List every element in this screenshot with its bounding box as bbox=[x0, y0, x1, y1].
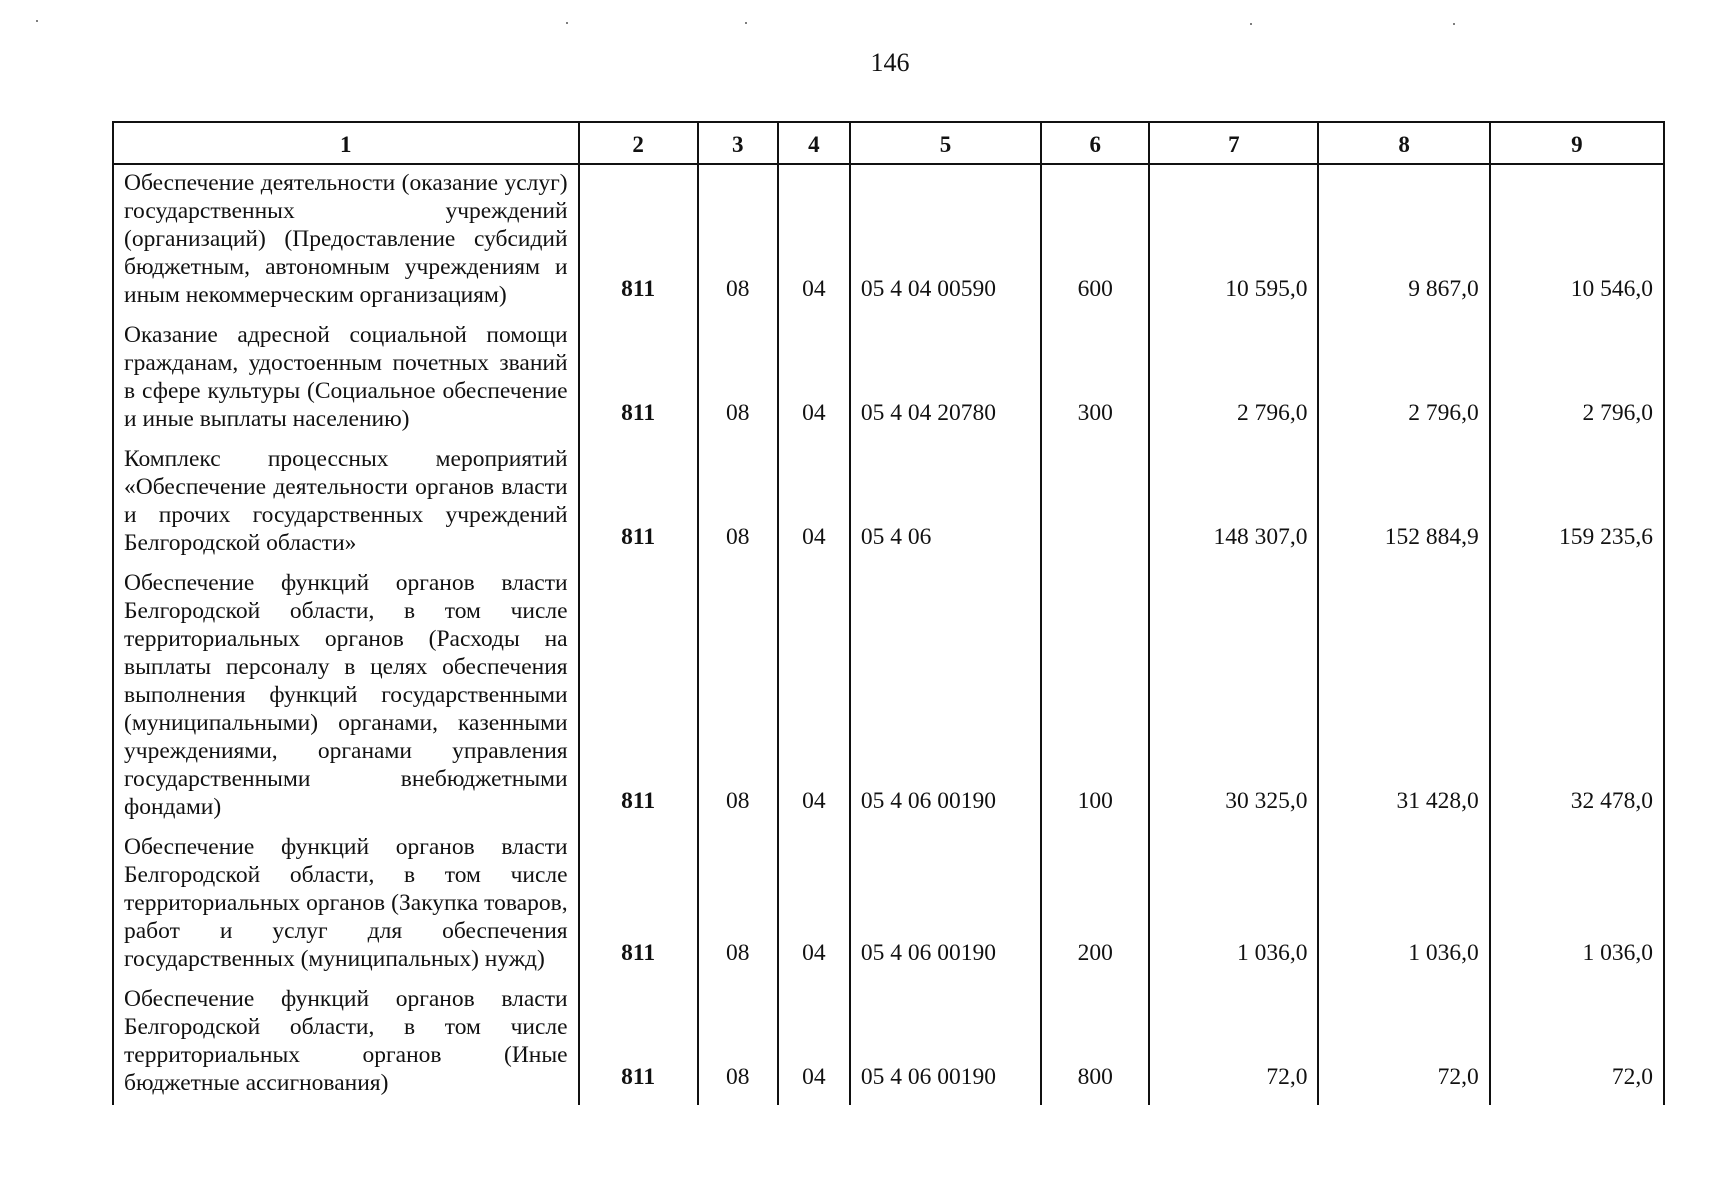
column-header: 9 bbox=[1490, 122, 1664, 164]
amount-cell: 10 595,0 bbox=[1149, 164, 1318, 317]
table-row bbox=[113, 829, 1664, 981]
amount-cell: 10 546,0 bbox=[1490, 164, 1664, 317]
amount-cell: 159 235,6 bbox=[1490, 441, 1664, 565]
admin-code-cell: 811 bbox=[579, 981, 698, 1105]
section-cell: 08 bbox=[698, 829, 778, 981]
table-header-row bbox=[113, 122, 1664, 164]
admin-code-cell: 811 bbox=[579, 441, 698, 565]
amount-cell: 32 478,0 bbox=[1490, 565, 1664, 829]
row-description: Обеспечение функций органов власти Белгородской области, в том числе территориальных органов (Закупка товаров, работ и услуг для обеспечения государственных (муниципальных) нужд) bbox=[113, 829, 579, 981]
column-header: 7 bbox=[1149, 122, 1318, 164]
subsection-cell: 04 bbox=[778, 565, 850, 829]
target-article-cell: 05 4 04 00590 bbox=[850, 164, 1041, 317]
amount-cell: 2 796,0 bbox=[1318, 317, 1489, 441]
row-description: Обеспечение функций органов власти Белгородской области, в том числе территориальных органов (Иные бюджетные ассигнования) bbox=[113, 981, 579, 1105]
admin-code-cell: 811 bbox=[579, 164, 698, 317]
expense-type-cell: 300 bbox=[1041, 317, 1149, 441]
subsection-cell: 04 bbox=[778, 829, 850, 981]
expense-type-cell: 800 bbox=[1041, 981, 1149, 1105]
column-header: 1 bbox=[113, 122, 579, 164]
section-cell: 08 bbox=[698, 317, 778, 441]
table-row bbox=[113, 164, 1664, 317]
table-row bbox=[113, 441, 1664, 565]
subsection-cell: 04 bbox=[778, 981, 850, 1105]
row-description: Обеспечение деятельности (оказание услуг) государственных учреждений (организаций) (Предоставление субсидий бюджетным, автономным учреждениям и иным некоммерческим организациям) bbox=[113, 164, 579, 317]
amount-cell: 2 796,0 bbox=[1149, 317, 1318, 441]
amount-cell: 72,0 bbox=[1490, 981, 1664, 1105]
table-row bbox=[113, 317, 1664, 441]
scan-speck bbox=[1250, 23, 1252, 25]
row-description: Обеспечение функций органов власти Белгородской области, в том числе территориальных органов (Расходы на выплаты персоналу в целях обеспечения выполнения функций государственными (муниципальными) органами, казенными учреждениями, органами управления государственными внебюджетными фондами) bbox=[113, 565, 579, 829]
amount-cell: 1 036,0 bbox=[1149, 829, 1318, 981]
amount-cell: 1 036,0 bbox=[1318, 829, 1489, 981]
scan-speck bbox=[36, 20, 38, 22]
column-header: 5 bbox=[850, 122, 1041, 164]
scan-speck bbox=[566, 22, 568, 24]
subsection-cell: 04 bbox=[778, 164, 850, 317]
section-cell: 08 bbox=[698, 164, 778, 317]
amount-cell: 72,0 bbox=[1149, 981, 1318, 1105]
target-article-cell: 05 4 06 00190 bbox=[850, 981, 1041, 1105]
amount-cell: 30 325,0 bbox=[1149, 565, 1318, 829]
admin-code-cell: 811 bbox=[579, 829, 698, 981]
column-header: 3 bbox=[698, 122, 778, 164]
row-description: Комплекс процессных мероприятий «Обеспечение деятельности органов власти и прочих государственных учреждений Белгородской области» bbox=[113, 441, 579, 565]
section-cell: 08 bbox=[698, 565, 778, 829]
target-article-cell: 05 4 06 00190 bbox=[850, 565, 1041, 829]
column-header: 4 bbox=[778, 122, 850, 164]
table-row bbox=[113, 981, 1664, 1105]
admin-code-cell: 811 bbox=[579, 317, 698, 441]
section-cell: 08 bbox=[698, 981, 778, 1105]
column-header: 2 bbox=[579, 122, 698, 164]
amount-cell: 9 867,0 bbox=[1318, 164, 1489, 317]
page-number: 146 bbox=[870, 48, 910, 77]
amount-cell: 31 428,0 bbox=[1318, 565, 1489, 829]
column-header: 8 bbox=[1318, 122, 1489, 164]
column-header: 6 bbox=[1041, 122, 1149, 164]
expense-type-cell: 200 bbox=[1041, 829, 1149, 981]
scan-speck bbox=[745, 22, 747, 24]
expense-type-cell bbox=[1041, 441, 1149, 565]
amount-cell: 2 796,0 bbox=[1490, 317, 1664, 441]
expense-type-cell: 100 bbox=[1041, 565, 1149, 829]
amount-cell: 152 884,9 bbox=[1318, 441, 1489, 565]
section-cell: 08 bbox=[698, 441, 778, 565]
target-article-cell: 05 4 06 00190 bbox=[850, 829, 1041, 981]
subsection-cell: 04 bbox=[778, 441, 850, 565]
amount-cell: 148 307,0 bbox=[1149, 441, 1318, 565]
target-article-cell: 05 4 04 20780 bbox=[850, 317, 1041, 441]
subsection-cell: 04 bbox=[778, 317, 850, 441]
expense-type-cell: 600 bbox=[1041, 164, 1149, 317]
scan-speck bbox=[1453, 23, 1455, 25]
table-row bbox=[113, 565, 1664, 829]
budget-table bbox=[112, 121, 1665, 1105]
admin-code-cell: 811 bbox=[579, 565, 698, 829]
target-article-cell: 05 4 06 bbox=[850, 441, 1041, 565]
amount-cell: 1 036,0 bbox=[1490, 829, 1664, 981]
amount-cell: 72,0 bbox=[1318, 981, 1489, 1105]
row-description: Оказание адресной социальной помощи гражданам, удостоенным почетных званий в сфере культуры (Социальное обеспечение и иные выплаты населению) bbox=[113, 317, 579, 441]
